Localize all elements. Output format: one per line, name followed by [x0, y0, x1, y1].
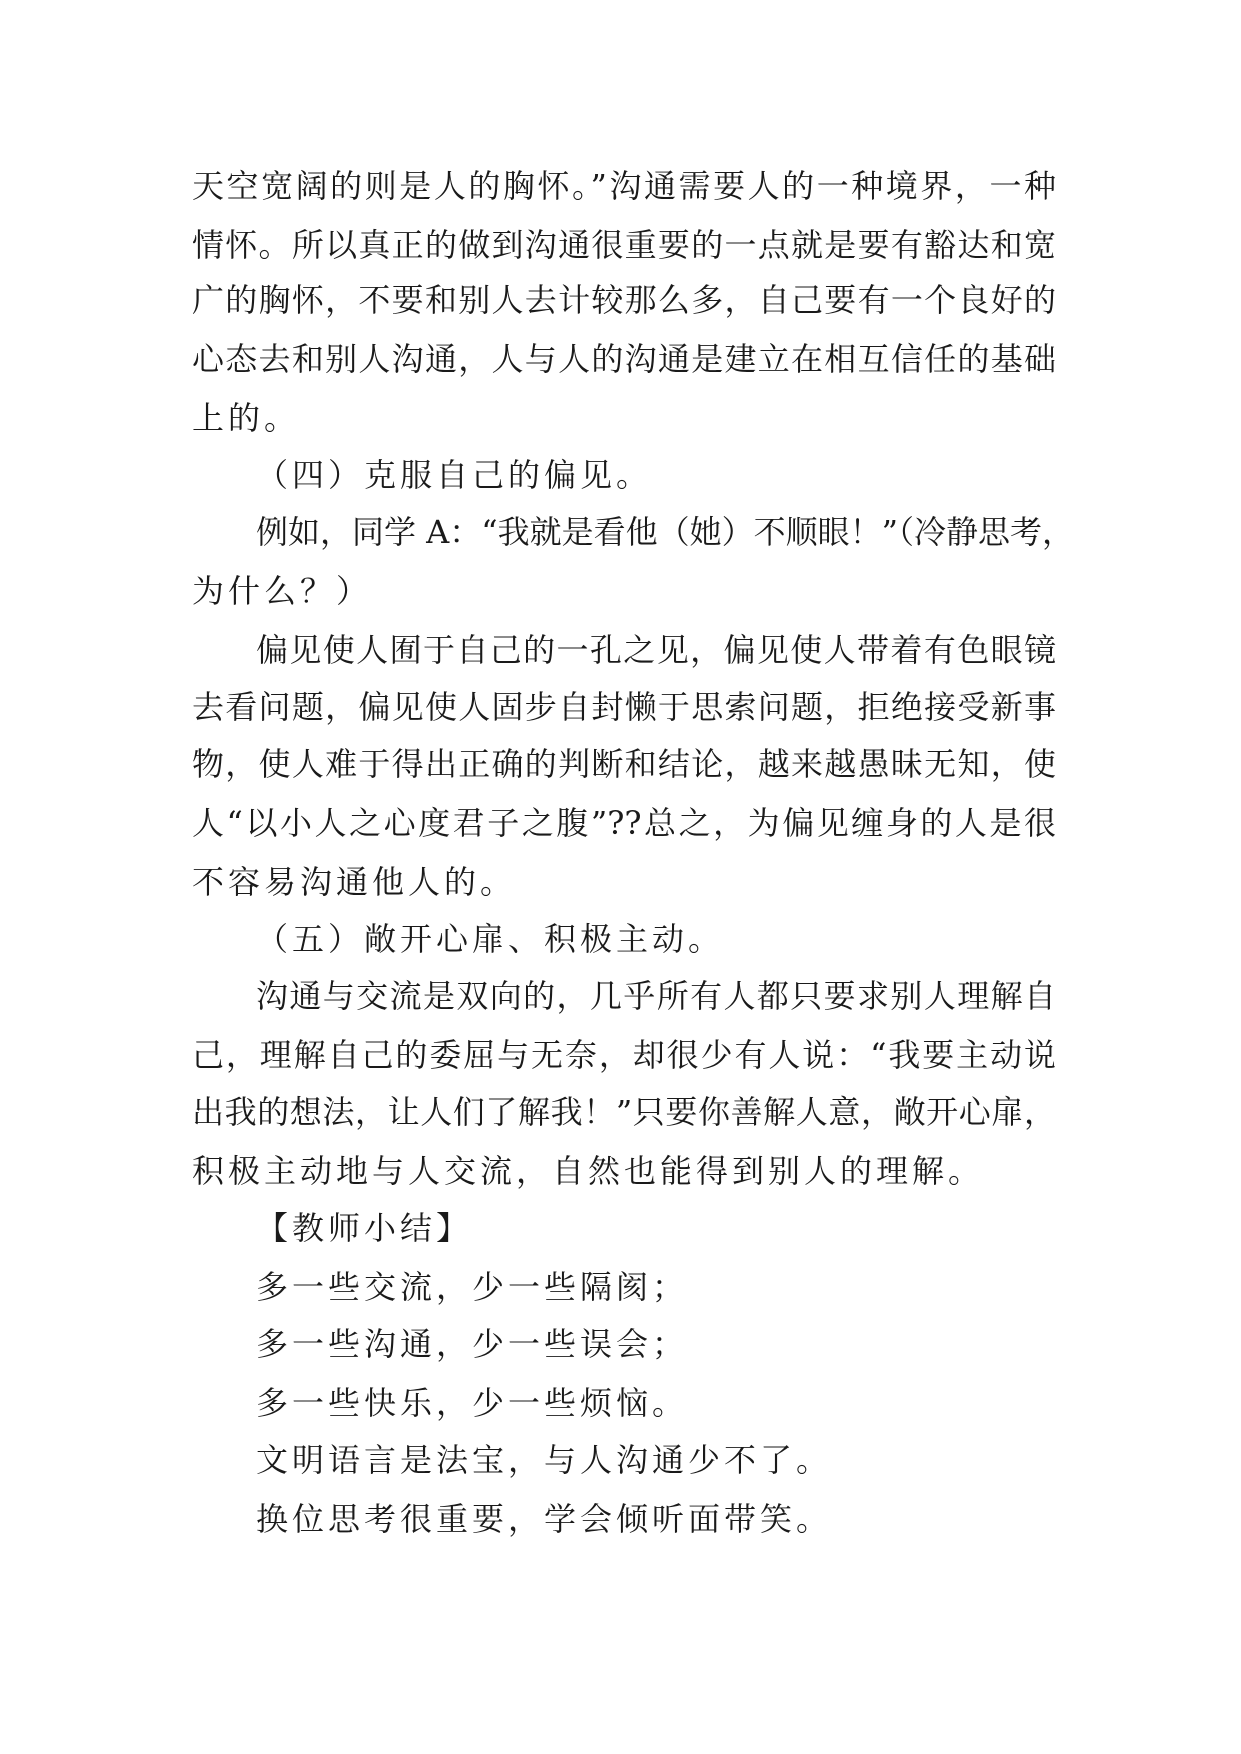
- text-line-2: 情怀。所以真正的做到沟通很重要的一点就是要有豁达和宽: [192, 226, 1056, 264]
- summary-line-5: 换位思考很重要，学会倾听面带笑。: [256, 1500, 833, 1538]
- summary-line-4: 文明语言是法宝，与人沟通少不了。: [256, 1441, 833, 1479]
- text-line-8: 为什么？）: [192, 572, 373, 610]
- text-line-10: 去看问题，偏见使人固步自封懒于思索问题，拒绝接受新事: [192, 688, 1056, 726]
- text-line-4: 心态去和别人沟通，人与人的沟通是建立在相互信任的基础: [192, 340, 1056, 378]
- section-heading-five: （五）敞开心扉、积极主动。: [256, 920, 725, 958]
- text-line-18: 积极主动地与人交流，自然也能得到别人的理解。: [192, 1152, 985, 1190]
- text-line-16: 己，理解自己的委屈与无奈，却很少有人说：“我要主动说: [192, 1036, 1056, 1074]
- text-line-9: 偏见使人囿于自己的一孔之见，偏见使人带着有色眼镜: [256, 631, 1056, 669]
- text-line-1: 天空宽阔的则是人的胸怀。”沟通需要人的一种境界，一种: [192, 167, 1056, 205]
- text-line-7: 例如，同学 A：“我就是看他（她）不顺眼！”（冷静思考，: [256, 513, 1075, 551]
- text-line-15: 沟通与交流是双向的，几乎所有人都只要求别人理解自: [256, 977, 1056, 1015]
- text-line-17: 出我的想法，让人们了解我！”只要你善解人意，敞开心扉，: [192, 1093, 1056, 1131]
- text-line-12: 人“以小人之心度君子之腹”??总之，为偏见缠身的人是很: [192, 804, 1056, 842]
- summary-line-2: 多一些沟通，少一些误会；: [256, 1325, 689, 1363]
- teacher-summary-heading: 【教师小结】: [256, 1209, 473, 1247]
- text-line-11: 物，使人难于得出正确的判断和结论，越来越愚昧无知，使: [192, 745, 1056, 783]
- text-line-13: 不容易沟通他人的。: [192, 863, 517, 901]
- text-line-5: 上的。: [192, 399, 301, 437]
- text-line-3: 广的胸怀，不要和别人去计较那么多，自己要有一个良好的: [192, 281, 1056, 319]
- summary-line-1: 多一些交流，少一些隔阂；: [256, 1268, 689, 1306]
- section-heading-four: （四）克服自己的偏见。: [256, 456, 653, 494]
- summary-line-3: 多一些快乐，少一些烦恼。: [256, 1384, 689, 1422]
